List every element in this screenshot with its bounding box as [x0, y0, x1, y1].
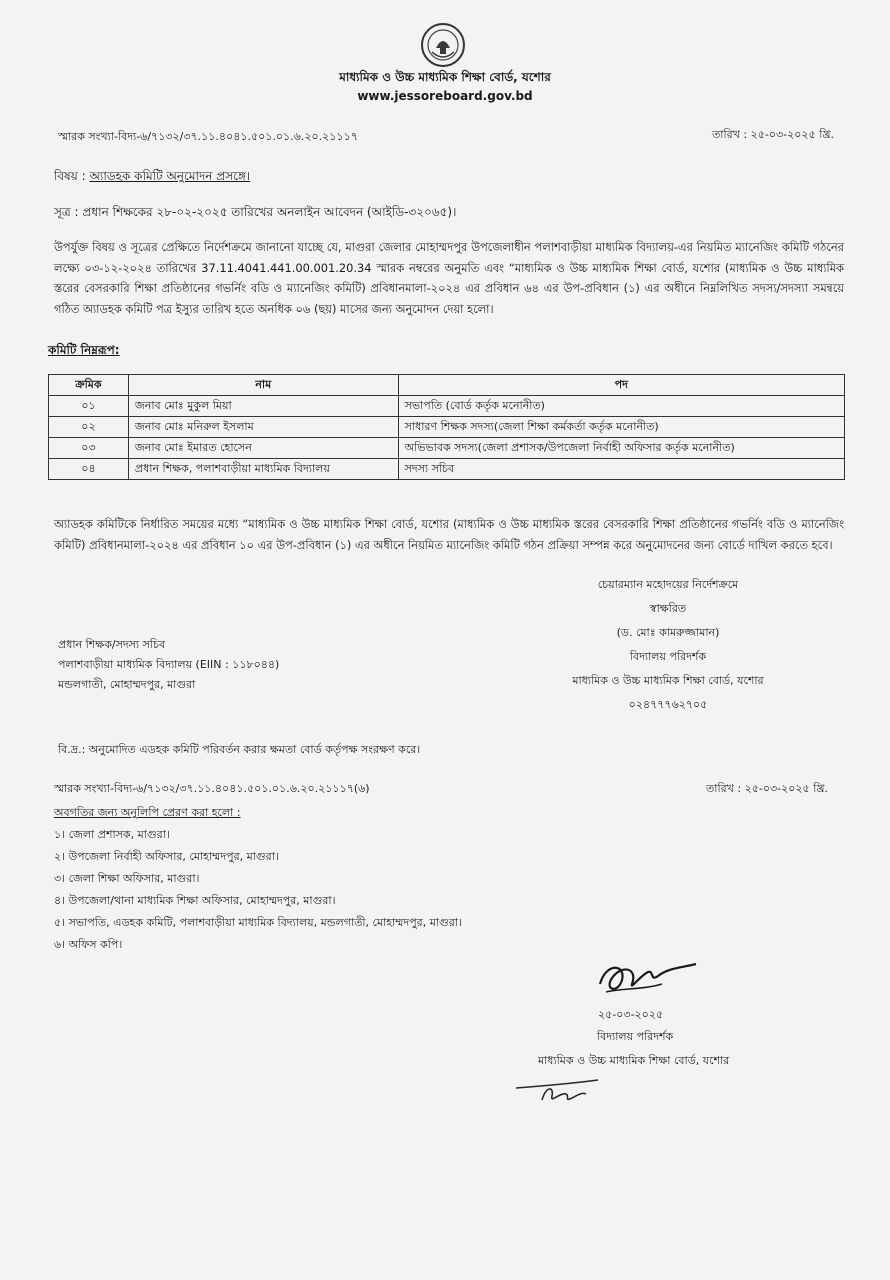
committee-heading: কমিটি নিম্নরূপ: [48, 343, 120, 357]
table-header-row [49, 375, 845, 396]
signature-icon [592, 954, 702, 1004]
footer-office: মাধ্যমিক ও উচ্চ মাধ্যমিক শিক্ষা বোর্ড, যশোর [538, 1054, 730, 1067]
reference-line: সূত্র : প্রধান শিক্ষকের ২৮-০২-২০২৫ তারিখের অনলাইন আবেদন (আইডি-৩২০৬৫)। [54, 205, 457, 219]
serial-cell: ০১ [49, 396, 129, 417]
table-row [49, 417, 845, 438]
signatory-directive: চেয়ারম্যান মহোদয়ের নির্দেশক্রমে [597, 578, 739, 591]
subject-label: বিষয় : [54, 169, 86, 183]
signatory-title: বিদ্যালয় পরিদর্শক [629, 650, 707, 663]
footer-date: ২৫-০৩-২০২৫ [598, 1008, 664, 1021]
position-cell: সাধারণ শিক্ষক সদস্য(জেলা শিক্ষা কর্মকর্তা কর্তৃক মনোনীত) [398, 417, 844, 438]
memo-number: স্মারক সংখ্যা-বিদ্য-৬/৭১৩২/৩৭.১১.৪০৪১.৫০১.০১.৬.২০.২১১১৭ [58, 130, 358, 143]
position-cell: সভাপতি (বোর্ড কর্তৃক মনোনীত) [398, 396, 844, 417]
column-header: পদ [398, 375, 844, 396]
column-header: ক্রমিক [49, 375, 129, 396]
website-link[interactable]: www.jessoreboard.gov.bd [357, 89, 533, 103]
memo-date: তারিখ : ২৫-০৩-২০২৫ খ্রি. [712, 128, 835, 141]
initials-signature-icon [512, 1074, 602, 1108]
recipient-school: পলাশবাড়ীয়া মাধ্যমিক বিদ্যালয় (EIIN : ১১৮০৪৪) [58, 658, 280, 671]
copy-list-item: ১। জেলা প্রশাসক, মাগুরা। [54, 828, 170, 841]
serial-cell: ০৪ [49, 459, 129, 480]
copy-heading: অবগতির জন্য অনুলিপি প্রেরণ করা হলো : [54, 806, 241, 819]
signatory-phone: ০২৪৭৭৭৬২৭০৫ [628, 698, 708, 711]
copy-list-item: ২। উপজেলা নির্বাহী অফিসার, মোহাম্মদপুর, মাগুরা। [54, 850, 279, 863]
table-row [49, 459, 845, 480]
name-cell: জনাব মোঃ মুকুল মিয়া [128, 396, 398, 417]
signed-label: স্বাক্ষরিত [649, 602, 687, 615]
position-cell: অভিভাবক সদস্য(জেলা প্রশাসক/উপজেলা নির্বাহী অফিসার কর্তৃক মনোনীত) [398, 438, 844, 459]
serial-cell: ০২ [49, 417, 129, 438]
signatory-name: (ড. মোঃ কামরুজ্জামান) [616, 626, 720, 639]
instruction-paragraph: অ্যাডহক কমিটিকে নির্ধারিত সময়ের মধ্যে “মাধ্যমিক ও উচ্চ মাধ্যমিক শিক্ষা বোর্ড, যশোর (মাধ্যমিক ও উচ্চ মাধ্যমিক স্তরের বেসরকারি শিক্ষা প্রতিষ্ঠানের গভর্নিং বডি ও ম্যানেজিং কমিটি) প্রবিধানমালা-২০২৪ এর প্রবিধান ১০ এর উপ-প্রবিধান (১) এর অধীনে নিয়মিত ম্যানেজিং কমিটি গঠন প্রক্রিয়া সম্পন্ন করে অনুমোদনের জন্য বোর্ডে দাখিল করতে হবে। [54, 517, 844, 552]
name-cell: জনাব মোঃ মনিরুল ইসলাম [128, 417, 398, 438]
name-cell: প্রধান শিক্ষক, পলাশবাড়ীয়া মাধ্যমিক বিদ্যালয় [128, 459, 398, 480]
copy-memo-number: স্মারক সংখ্যা-বিদ্য-৬/৭১৩২/৩৭.১১.৪০৪১.৫০১.০১.৬.২০.২১১১৭(৬) [54, 782, 370, 795]
position-cell: সদস্য সচিব [398, 459, 844, 480]
body-paragraph: উপর্যুক্ত বিষয় ও সূত্রের প্রেক্ষিতে নির্দেশক্রমে জানানো যাচ্ছে যে, মাগুরা জেলার মোহাম্মদপুর উপজেলাধীন পলাশবাড়ীয়া মাধ্যমিক বিদ্যালয়-এর নিয়মিত ম্যানেজিং কমিটি গঠনের লক্ষ্যে ০৩-১২-২০২৪ তারিখের 37.11.4041.441.00.001.20.34 স্মারক নম্বরের অনুমতি এবং “মাধ্যমিক ও উচ্চ মাধ্যমিক শিক্ষা বোর্ড, যশোর (মাধ্যমিক ও উচ্চ মাধ্যমিক স্তরের বেসরকারি শিক্ষা প্রতিষ্ঠানের গভর্নিং বডি ও ম্যানেজিং কমিটি) প্রবিধানমালা-২০২৪ এর প্রবিধান ৬৪ এর উপ-প্রবিধান (১) এর অধীনে নিম্নলিখিত সদস্য/সদস্যা সমন্বয়ে গঠিত অ্যাডহক কমিটি পত্র ইস্যুর তারিখ হতে অনধিক ০৬ (ছয়) মাসের জন্য অনুমোদন দেয়া হলো। [54, 240, 844, 316]
table-row [49, 396, 845, 417]
recipient-address: মন্ডলগাতী, মোহাম্মদপুর, মাগুরা [58, 678, 196, 691]
signatory-office: মাধ্যমিক ও উচ্চ মাধ্যমিক শিক্ষা বোর্ড, যশোর [572, 674, 764, 687]
subject-line [54, 168, 250, 188]
serial-cell: ০৩ [49, 438, 129, 459]
table-row [49, 438, 845, 459]
subject-text: অ্যাডহক কমিটি অনুমোদন প্রসঙ্গে। [89, 169, 251, 183]
footer-title: বিদ্যালয় পরিদর্শক [597, 1030, 674, 1043]
column-header: নাম [128, 375, 398, 396]
org-name: মাধ্যমিক ও উচ্চ মাধ্যমিক শিক্ষা বোর্ড, যশোর [339, 70, 551, 84]
committee-table [48, 374, 845, 480]
copy-memo-date: তারিখ : ২৫-০৩-২০২৫ খ্রি. [706, 782, 829, 795]
name-cell: জনাব মোঃ ইমারত হোসেন [128, 438, 398, 459]
recipient-title: প্রধান শিক্ষক/সদস্য সচিব [58, 638, 166, 651]
note-line: বি.দ্র.: অনুমোদিত এডহক কমিটি পরিবর্তন করার ক্ষমতা বোর্ড কর্তৃপক্ষ সংরক্ষণ করে। [58, 743, 421, 756]
copy-list-item: ৩। জেলা শিক্ষা অফিসার, মাগুরা। [54, 872, 200, 885]
copy-list-item: ৬। অফিস কপি। [54, 938, 123, 951]
board-seal-icon [420, 22, 466, 68]
copy-list-item: ৪। উপজেলা/থানা মাধ্যমিক শিক্ষা অফিসার, মোহাম্মদপুর, মাগুরা। [54, 894, 336, 907]
copy-list-item: ৫। সভাপতি, এডহক কমিটি, পলাশবাড়ীয়া মাধ্যমিক বিদ্যালয়, মন্ডলগাতী, মোহাম্মদপুর, মাগুরা। [54, 916, 462, 929]
